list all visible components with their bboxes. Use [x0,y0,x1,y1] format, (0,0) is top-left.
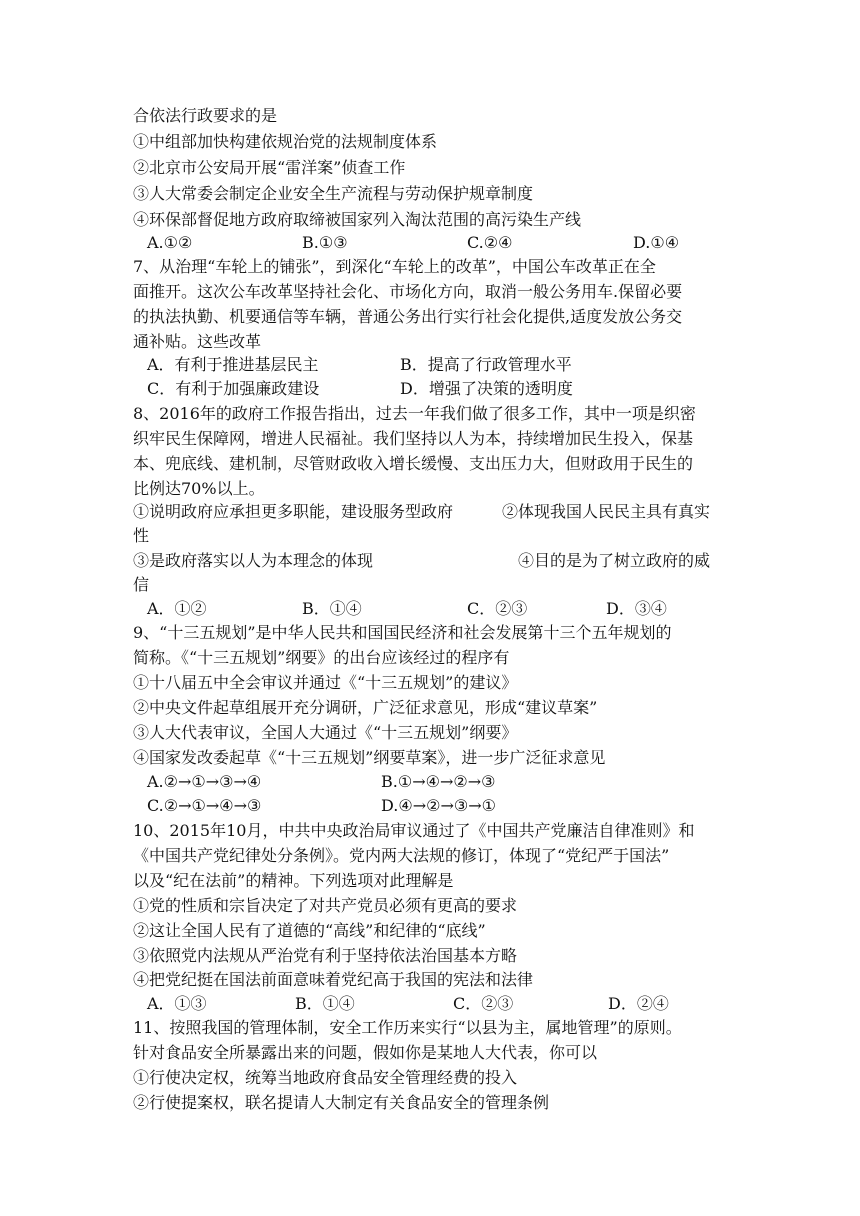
q8-item-2-wrap: 性 [133,526,150,545]
q10-option-c: C．②③ [453,994,514,1013]
q9-option-a: A.②→①→③→④ [147,772,262,791]
q9-option-c: C.②→①→④→③ [147,796,262,815]
q10-option-a: A．①③ [147,994,207,1013]
q9-stem-line-2: 简称。《“十三五规划”纲要》的出台应该经过的程序有 [133,648,510,667]
q6-option-a: A.①② [147,233,193,252]
q10-item-4: ④把党纪挺在国法前面意味着党纪高于我国的宪法和法律 [133,970,534,989]
q6-stem-tail: 合依法行政要求的是 [133,106,278,125]
q10-stem-line-3: 以及“纪在法前”的精神。下列选项对此理解是 [133,871,454,890]
q8-stem-line-2: 织牢民生保障网，增进人民福祉。我们坚持以人为本，持续增加民生投入，保基 [133,429,694,448]
q8-item-1: ①说明政府应承担更多职能，建设服务型政府 [133,502,454,521]
q7-stem-line-4: 通补贴。这些改革 [133,332,262,351]
q6-option-b: B.①③ [302,233,348,252]
q8-item-3: ③是政府落实以人为本理念的体现 [133,551,374,570]
q8-option-b: B．①④ [302,599,362,618]
q10-item-3: ③依照党内法规从严治党有利于坚持依法治国基本方略 [133,946,518,965]
q9-item-3: ③人大代表审议，全国人大通过《“十三五规划”纲要》 [133,723,518,742]
q6-item-3: ③人大常委会制定企业安全生产流程与劳动保护规章制度 [133,184,534,203]
q8-stem-line-1: 8、2016年的政府工作报告指出，过去一年我们做了很多工作，其中一项是织密 [133,404,696,423]
q8-option-c: C．②③ [467,599,528,618]
q9-item-1: ①十八届五中全会审议并通过《“十三五规划”的建议》 [133,673,518,692]
q8-option-d: D．③④ [606,599,667,618]
q9-option-b: B.①→④→②→③ [381,772,496,791]
q9-item-2: ②中央文件起草组展开充分调研，广泛征求意见，形成“建议草案” [133,698,598,717]
q7-option-c: C．有利于加强廉政建设 [147,379,320,398]
q7-stem-line-3: 的执法执勤、机要通信等车辆，普通公务出行实行社会化提供,适度发放公务交 [133,307,683,326]
q11-item-2: ②行使提案权，联名提请人大制定有关食品安全的管理条例 [133,1093,550,1112]
q10-option-b: B．①④ [295,994,355,1013]
q8-item-2: ②体现我国人民民主具有真实 [502,502,711,521]
q9-item-4: ④国家发改委起草《“十三五规划”纲要草案》，进一步广泛征求意见 [133,748,606,767]
q10-option-d: D．②④ [608,994,669,1013]
q10-item-2: ②这让全国人民有了道德的“高线”和纪律的“底线” [133,921,486,940]
q11-item-1: ①行使决定权，统筹当地政府食品安全管理经费的投入 [133,1068,518,1087]
q7-option-a: A．有利于推进基层民主 [147,355,319,374]
q7-stem-line-2: 面推开。这次公车改革坚持社会化、市场化方向，取消一般公务用车.保留必要 [133,282,683,301]
q9-stem-line-1: 9、“十三五规划”是中华人民共和国国民经济和社会发展第十三个五年规划的 [133,623,672,642]
q11-stem-line-2: 针对食品安全所暴露出来的问题，假如你是某地人大代表，你可以 [133,1043,598,1062]
q7-stem-line-1: 7、从治理“车轮上的铺张”，到深化“车轮上的改革”，中国公车改革正在全 [133,257,656,276]
q8-item-4: ④目的是为了树立政府的威 [518,551,711,570]
q9-option-d: D.④→②→③→① [381,796,496,815]
q8-stem-line-4: 比例达70%以上。 [133,479,265,498]
q6-option-c: C.②④ [467,233,513,252]
q8-item-4-wrap: 信 [133,575,150,594]
q6-item-1: ①中组部加快构建依规治党的法规制度体系 [133,132,438,151]
q10-stem-line-1: 10、2015年10月，中共中央政治局审议通过了《中国共产党廉洁自律准则》和 [133,821,695,840]
q6-item-4: ④环保部督促地方政府取缔被国家列入淘汰范围的高污染生产线 [133,210,582,229]
q8-option-a: A．①② [147,599,207,618]
q7-option-b: B．提高了行政管理水平 [400,355,572,374]
q8-stem-line-3: 本、兜底线、建机制，尽管财政收入增长缓慢、支出压力大，但财政用于民生的 [133,454,694,473]
q7-option-d: D．增强了决策的透明度 [400,379,573,398]
q10-stem-line-2: 《中国共产党纪律处分条例》。党内两大法规的修订，体现了“党纪严于国法” [133,846,670,865]
q11-stem-line-1: 11、按照我国的管理体制，安全工作历来实行“以县为主，属地管理”的原则。 [133,1018,682,1037]
q6-item-2: ②北京市公安局开展“雷洋案”侦查工作 [133,158,406,177]
q10-item-1: ①党的性质和宗旨决定了对共产党员必须有更高的要求 [133,896,518,915]
q6-option-d: D.①④ [633,233,680,252]
